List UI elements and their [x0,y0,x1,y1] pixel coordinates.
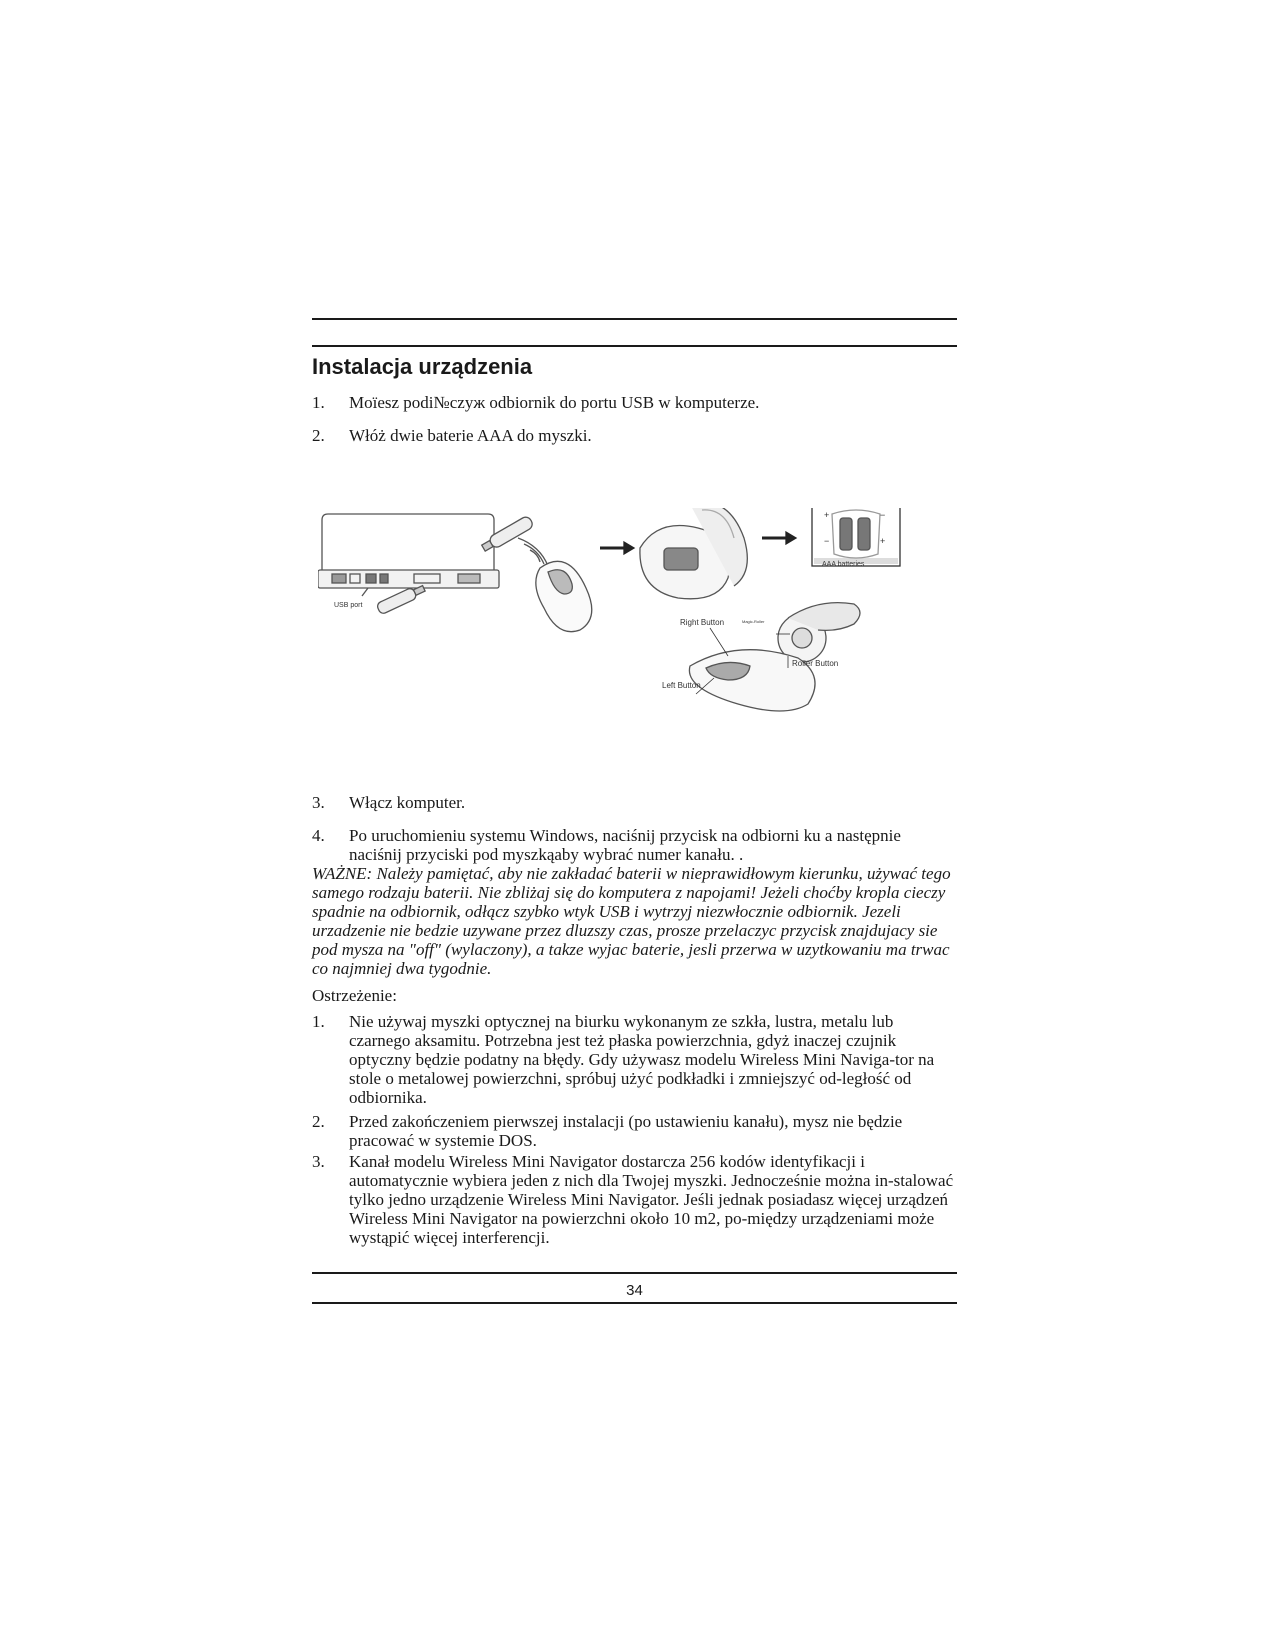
warning-3 [312,1152,957,1247]
step-text: Włącz komputer. [349,793,466,812]
mouse-icon [536,561,592,631]
svg-text:−: − [880,510,886,520]
step-text: Moïesz podi№czyж odbiornik do portu USB w komputerze. [349,393,760,412]
step-4 [312,826,957,864]
bottom-rule-1 [312,1272,957,1274]
svg-text:−: − [824,536,830,546]
important-note: WAŻNE: Należy pamiętać, aby nie zakładać baterii w nieprawidłowym kierunku, używać tego samego rodzaju baterii. Nie zbliżaj się do komputera z napojami! Jeżeli choćby kropla cieczy spadnie na odbiornik, odłącz szybko wtyk USB i wytrzyj niezwłocznie odbiornik. Jezeli urzadzenie nie bedzie uzywane przez dluzszy czas, prosze przelaczyc przycisk znajdujacy sie pod mysza na "off" (wylaczony), a takze wyjac baterie, jesli przerwa w uzytkowaniu ma trwac co najmniej dwa tygodnie. [312,864,951,978]
step-number: 2. [312,426,325,445]
step-text: Po uruchomieniu systemu Windows, naciśnij przycisk na odbiorni ku a następnie naciśnij przyciski pod myszkąaby wybrać numer kanału. . [349,826,901,864]
arrow-right-icon [600,542,634,554]
warning-heading: Ostrzeżenie: [312,986,397,1005]
step-3 [312,793,957,812]
step-number: 3. [312,793,325,812]
aaa-batteries-label: AAA batteries [822,561,865,568]
step-number: 4. [312,826,325,845]
usb-port-label: USB port [334,602,363,609]
right-button-label: Right Button [680,618,725,627]
mouse-battery-compartment-icon [640,508,747,599]
warning-text: Przed zakończeniem pierwszej instalacji (po ustawieniu kanału), mysz nie będzie pracować w systemie DOS. [349,1112,903,1150]
bottom-rule-2 [312,1302,957,1304]
warning-2 [312,1112,957,1150]
page-number: 34 [626,1282,643,1299]
warning-number: 3. [312,1152,325,1171]
usb-receiver-top-icon [480,515,534,554]
warning-text: Nie używaj myszki optycznej na biurku wykonanym ze szkła, lustra, metalu lub czarnego aksamitu. Potrzebna jest też płaska powierzchnia, gdyż inaczej czujnik optyczny będzie podatny na błędy. Gdy używasz modelu Wireless Mini Naviga-tor na stole o metalowej powierzchni, spróbuj użyć podkładki i zmniejszyć od-ległość od odbiornika. [349,1012,935,1107]
step-number: 1. [312,393,325,412]
svg-text:+: + [880,536,886,546]
aaa-batteries-box [812,508,900,566]
left-button-label: Left Button [662,681,701,690]
top-rule-1 [312,318,957,320]
section-title: Instalacja urządzenia [312,354,533,379]
warning-text: Kanał modelu Wireless Mini Navigator dostarcza 256 kodów identyfikacji i automatycznie wybiera jeden z nich dla Twojej myszki. Jednocześnie można in-stalować tylko jedno urządzenie Wireless Mini Navigator. Jeśli jednak posiadasz więcej urządzeń Wireless Mini Navigator na powierzchni około 10 m2, po-między urządzeniami może wystąpić więcej interferencji. [349,1152,954,1247]
step-2 [312,426,957,445]
warning-1 [312,1012,957,1107]
warning-number: 1. [312,1012,325,1031]
step-text: Włóż dwie baterie AAA do myszki. [349,426,592,445]
svg-text:+: + [824,510,830,520]
arrow-right-icon-2 [762,532,796,544]
laptop-icon [318,514,499,596]
step-1 [312,393,957,412]
magic-roller-label: Magic-Roller [742,619,765,624]
wireless-signal-icon [518,538,548,566]
warning-number: 2. [312,1112,325,1131]
top-rule-2 [312,345,957,347]
installation-illustration [318,508,948,748]
roller-button-label: Roller Button [792,659,839,668]
